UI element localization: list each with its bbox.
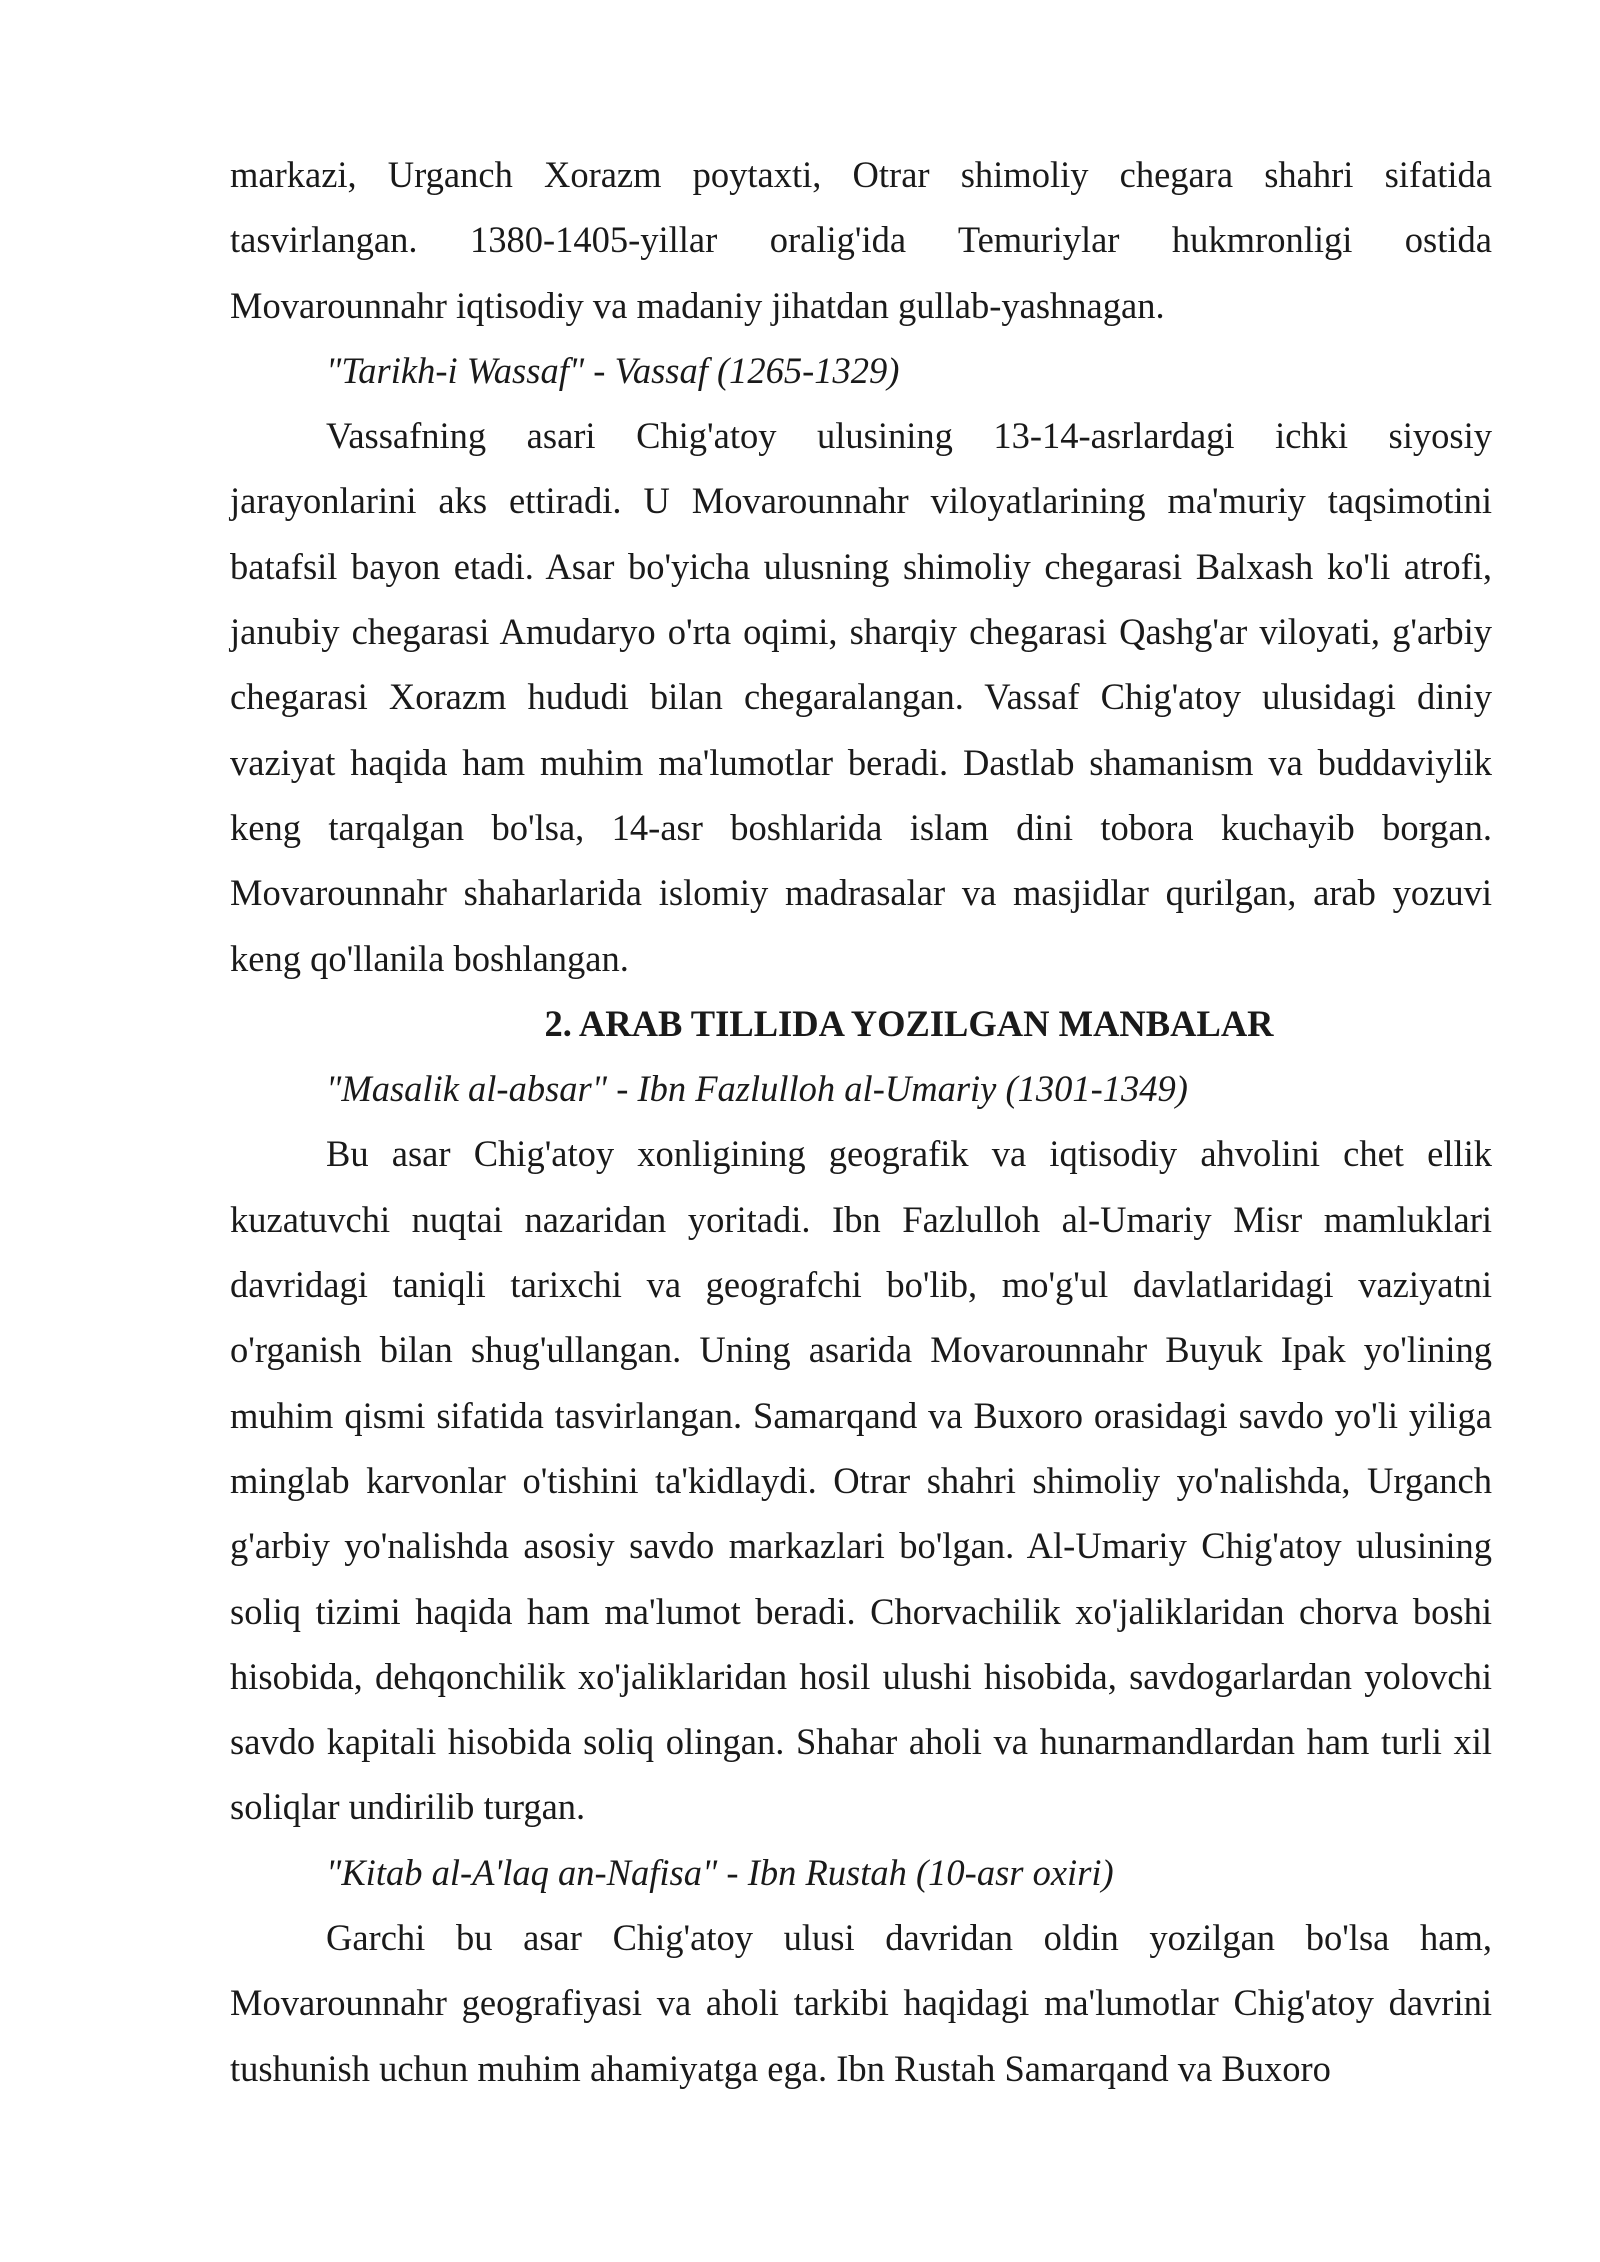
paragraph-wassaf: Vassafning asari Chig'atoy ulusining 13-14-asrlardagi ichki siyosiy jarayonlarini aks ettiradi. U Movarounnahr viloyatlarining ma'muriy taqsimotini batafsil bayon etadi. Asar bo'yicha ulusning shimoliy chegarasi Balxash ko'li atrofi, janubiy chegarasi Amudaryo o'rta oqimi, sharqiy chegarasi Qashg'ar viloyati, g'arbiy chegarasi Xorazm hududi bilan chegaralangan. Vassaf Chig'atoy ulusidagi diniy vaziyat haqida ham muhim ma'lumotlar beradi. Dastlab shamanism va buddaviylik keng tarqalgan bo'lsa, 14-asr boshlarida islam dini tobora kuchayib borgan. Movarounnahr shaharlarida islomiy madrasalar va masjidlar qurilgan, arab yozuvi keng qo'llanila boshlangan. [230,415,1492,979]
section-heading: 2. ARAB TILLIDA YOZILGAN MANBALAR [544,1002,1274,1044]
paragraph-rustah: Garchi bu asar Chig'atoy ulusi davridan oldin yozilgan bo'lsa ham, Movarounnahr geografiyasi va aholi tarkibi haqidagi ma'lumotlar Chig'atoy davrini tushunish uchun muhim ahamiyatga ega. Ibn Rustah Samarqand va Buxoro [230,1917,1492,2089]
paragraph-umari: Bu asar Chig'atoy xonligining geografik va iqtisodiy ahvolini chet ellik kuzatuvchi nuqtai nazaridan yoritadi. Ibn Fazlulloh al-Umariy Misr mamluklari davridagi taniqli tarixchi va geografchi bo'lib, mo'g'ul davlatlaridagi vaziyatni o'rganish bilan shug'ullangan. Uning asarida Movarounnahr Buyuk Ipak yo'lining muhim qismi sifatida tasvirlangan. Samarqand va Buxoro orasidagi savdo yo'li yiliga minglab karvonlar o'tishini ta'kidlaydi. Otrar shahri shimoliy yo'nalishda, Urganch g'arbiy yo'nalishda asosiy savdo markazlari bo'lgan. Al-Umariy Chig'atoy ulusining soliq tizimi haqida ham ma'lumot beradi. Chorvachilik xo'jaliklaridan chorva boshi hisobida, dehqonchilik xo'jaliklaridan hosil ulushi hisobida, savdogarlardan yolovchi savdo kapitali hisobida soliq olingan. Shahar aholi va hunarmandlardan ham turli xil soliqlar undirilib turgan. [230,1133,1492,1828]
source-title-umari: "Masalik al-absar" - Ibn Fazlulloh al-Umariy (1301-1349) [326,1068,1188,1110]
document-page [230,142,1492,2101]
paragraph-intro: markazi, Urganch Xorazm poytaxti, Otrar shimoliy chegara shahri sifatida tasvirlangan. 1380-1405-yillar oralig'ida Temuriylar hukmronligi ostida Movarounnahr iqtisodiy va madaniy jihatdan gullab-yashnagan. [230,154,1492,326]
source-title-wassaf: "Tarikh-i Wassaf" - Vassaf (1265-1329) [326,349,900,391]
source-title-rustah: "Kitab al-A'laq an-Nafisa" - Ibn Rustah (10-asr oxiri) [326,1851,1114,1893]
